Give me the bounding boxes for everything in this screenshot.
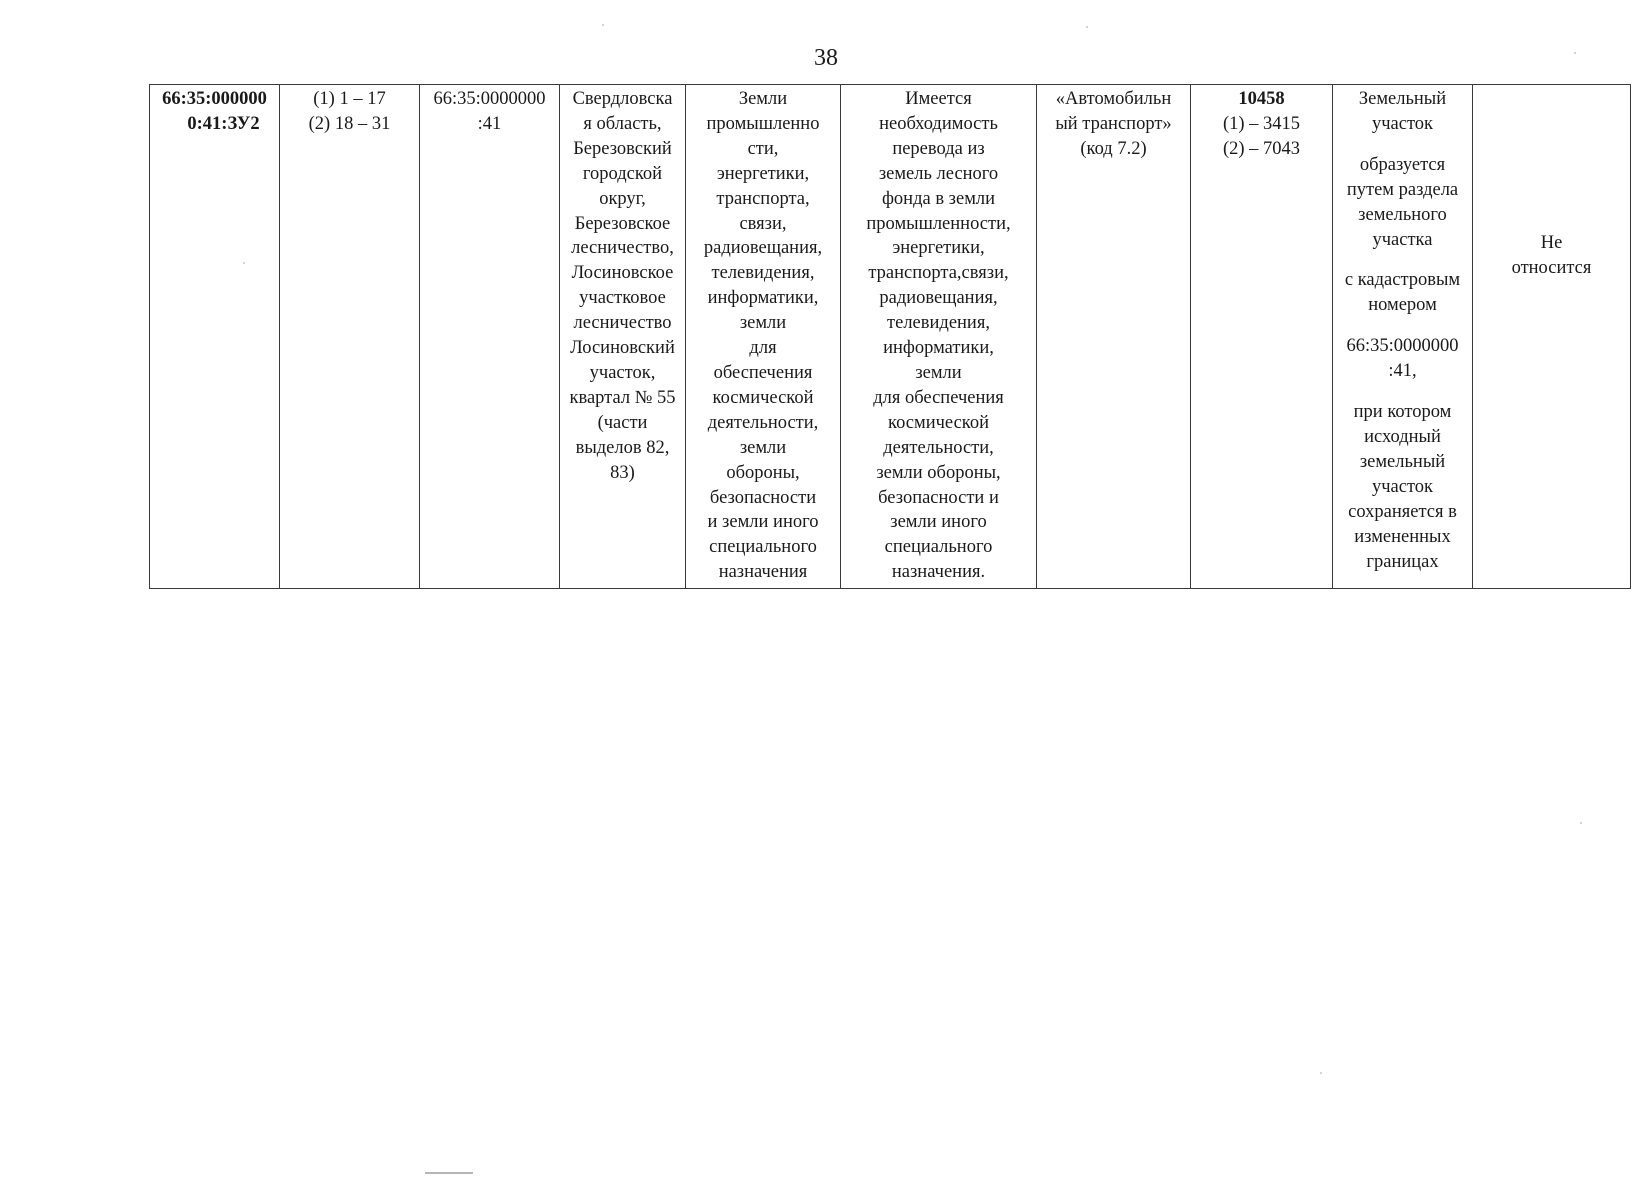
land-category-line: сти, xyxy=(747,138,779,159)
method-line: Земельный xyxy=(1358,89,1447,109)
address-line: округ, xyxy=(599,188,646,209)
contour-part-line: (1) 1 – 17 xyxy=(313,89,386,109)
contour-parts-cell xyxy=(280,85,420,589)
land-category-cell xyxy=(686,85,841,589)
address-line: 83) xyxy=(610,462,635,483)
transfer-line: специального xyxy=(884,537,993,558)
land-category-line: радиовещания, xyxy=(703,238,823,259)
area-cell xyxy=(1191,85,1333,589)
formation-method-cell xyxy=(1333,85,1473,589)
address-line: квартал № 55 xyxy=(569,387,676,408)
permitted-use-line: (код 7.2) xyxy=(1080,138,1147,159)
transfer-line: для обеспечения xyxy=(873,387,1004,408)
parent-plot-line: 66:35:0000000 xyxy=(433,89,546,109)
land-category-line: безопасности xyxy=(709,487,817,508)
method-line: границах xyxy=(1366,551,1439,572)
address-line: городской xyxy=(582,163,663,184)
scan-dust xyxy=(1320,1072,1322,1074)
transfer-line: земли иного xyxy=(890,512,987,533)
transfer-line: земли обороны, xyxy=(876,462,1001,483)
land-category-line: специального xyxy=(709,537,817,558)
transfer-line: деятельности, xyxy=(883,437,994,458)
method-line: исходный xyxy=(1364,426,1441,447)
address-line: участок, xyxy=(589,362,656,383)
address-line: Березовское xyxy=(574,213,671,234)
method-line: образуется xyxy=(1359,154,1446,175)
transfer-line: космической xyxy=(888,412,989,433)
scan-dust xyxy=(602,24,604,26)
method-paragraph xyxy=(1335,400,1470,574)
transfer-line: назначения. xyxy=(891,562,986,583)
transfer-line: телевидения, xyxy=(887,313,990,334)
method-line: измененных xyxy=(1354,526,1451,547)
address-line: участковое xyxy=(579,288,666,309)
transfer-line: земель лесного xyxy=(878,163,999,184)
transfer-line: фонда в земли xyxy=(881,188,996,209)
land-category-line: деятельности, xyxy=(707,412,819,433)
transfer-line: безопасности и xyxy=(878,487,999,508)
method-line: при котором xyxy=(1353,402,1452,423)
contour-part-line: (2) 18 – 31 xyxy=(308,113,391,134)
method-paragraph xyxy=(1335,153,1470,253)
method-line: участок xyxy=(1371,113,1434,134)
land-category-line: обеспечения xyxy=(713,362,813,383)
transfer-line: промышленности, xyxy=(866,213,1011,234)
relation-text xyxy=(1475,231,1628,281)
land-category-line: транспорта, xyxy=(716,188,810,209)
scan-artifact xyxy=(425,1172,473,1174)
land-category-line: промышленно xyxy=(706,113,820,134)
relation-line: Не xyxy=(1540,233,1563,253)
land-category-line: назначения xyxy=(718,562,808,583)
transfer-line: необходимость xyxy=(879,113,998,134)
method-line: участок xyxy=(1371,476,1434,497)
area-part-line: (2) – 7043 xyxy=(1222,138,1301,159)
method-line: с кадастровым xyxy=(1344,270,1461,291)
permitted-use-cell xyxy=(1037,85,1191,589)
method-line: участка xyxy=(1372,229,1433,250)
transfer-line: информатики, xyxy=(883,338,994,359)
land-category-line: связи, xyxy=(739,213,787,234)
land-category-line: для xyxy=(749,338,777,359)
area-total: 10458 xyxy=(1238,89,1285,109)
address-line: лесничество xyxy=(573,313,672,334)
method-line: земельного xyxy=(1358,204,1447,225)
land-category-line: космической xyxy=(712,387,814,408)
method-line: земельный xyxy=(1359,451,1446,472)
method-paragraph xyxy=(1335,87,1470,137)
address-line: (части xyxy=(597,412,648,433)
plot-id-line: 66:35:000000 xyxy=(162,89,267,109)
transfer-requirement-cell xyxy=(841,85,1037,589)
parent-plot-line: :41 xyxy=(477,113,502,134)
land-plot-table xyxy=(149,84,1631,589)
land-category-line: и земли иного xyxy=(707,512,819,533)
scan-dust xyxy=(243,262,245,264)
land-category-line: энергетики, xyxy=(716,163,810,184)
permitted-use-line: ый транспорт» xyxy=(1055,113,1172,134)
relation-line: относится xyxy=(1511,257,1592,278)
land-category-line: информатики, xyxy=(707,288,819,309)
land-category-line: Земли xyxy=(738,89,788,109)
transfer-line: транспорта,связи, xyxy=(868,263,1009,284)
plot-id-line: 0:41:ЗУ2 xyxy=(187,113,260,134)
method-line: путем раздела xyxy=(1346,179,1459,200)
address-line: Лосиновский xyxy=(570,338,675,359)
page-number: 38 xyxy=(814,45,838,71)
method-line: номером xyxy=(1368,295,1437,316)
scan-dust xyxy=(1574,52,1576,54)
address-line: Березовский xyxy=(573,138,672,159)
method-line: 66:35:0000000 xyxy=(1346,336,1459,357)
scan-dust xyxy=(1580,822,1582,824)
permitted-use-line: «Автомобильн xyxy=(1055,89,1172,109)
table-row xyxy=(150,85,1631,589)
land-category-line: земли xyxy=(739,313,787,334)
relation-cell xyxy=(1473,85,1631,589)
method-line: :41, xyxy=(1388,361,1417,382)
land-category-line: земли xyxy=(739,437,787,458)
method-paragraph xyxy=(1335,268,1470,318)
transfer-line: Имеется xyxy=(905,89,972,109)
address-line: я область, xyxy=(583,113,662,134)
plot-id-cell xyxy=(150,85,280,589)
transfer-line: земли xyxy=(915,362,962,383)
parent-plot-cell xyxy=(420,85,560,589)
land-category-line: телевидения, xyxy=(711,263,815,284)
transfer-line: перевода из xyxy=(892,138,985,159)
land-category-line: обороны, xyxy=(726,462,800,483)
transfer-line: энергетики, xyxy=(892,238,985,259)
area-part-line: (1) – 3415 xyxy=(1222,113,1301,134)
method-paragraph xyxy=(1335,334,1470,384)
address-cell xyxy=(560,85,686,589)
address-line: Лосиновское xyxy=(571,263,674,284)
address-line: выделов 82, xyxy=(575,437,670,458)
method-line: сохраняется в xyxy=(1348,501,1457,522)
address-line: Свердловска xyxy=(572,89,673,109)
transfer-line: радиовещания, xyxy=(879,288,998,309)
address-line: лесничество, xyxy=(571,238,674,259)
scan-dust xyxy=(1086,26,1088,28)
